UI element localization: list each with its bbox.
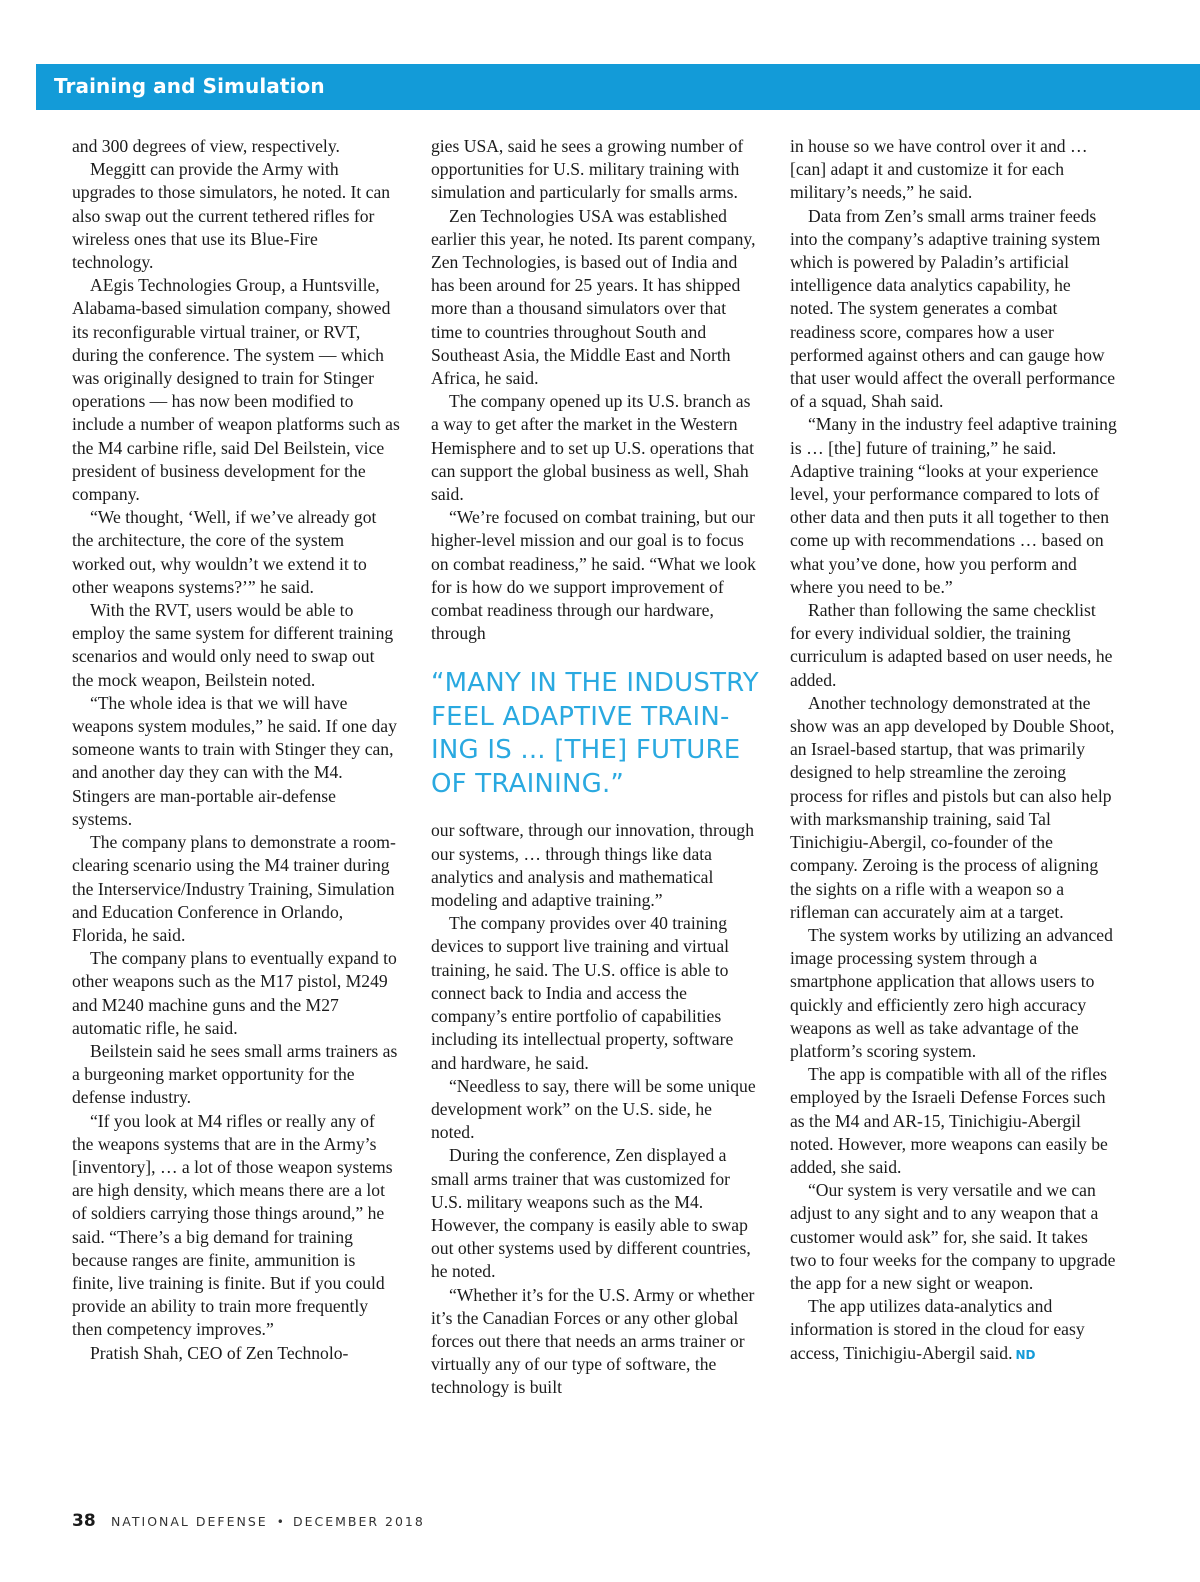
paragraph: The company plans to eventually expand to other weapons such as the M17 pistol, M249 and M240 machine guns and the M27 automatic rifle, he said.	[72, 948, 397, 1038]
article-column-3	[790, 135, 1118, 1367]
section-banner	[36, 64, 1200, 110]
paragraph: “If you look at M4 rifles or really any of the weapons systems that are in the Army’s [inventory], … a lot of those weapon systems are high density, which means there are a lot of soldiers carrying those things around,” he said. “There’s a big demand for training because ranges are finite, ammunition is finite, live training is finite. But if you could provide an ability to train more frequently then competency improves.”	[72, 1110, 393, 1340]
paragraph: our software, through our innovation, through our systems, … through things like data analytics and analysis and mathematical modeling and adaptive training.”	[431, 820, 754, 911]
page-number: 38	[72, 1511, 96, 1531]
paragraph: Meggitt can provide the Army with upgrades to those simulators, he noted. It can also swap out the current tethered rifles for wireless ones that use its Blue-Fire technology.	[72, 159, 391, 273]
footer-separator: •	[276, 1515, 284, 1529]
paragraph: During the conference, Zen displayed a small arms trainer that was customized for U.S. military weapons such as the M4. However, the company is easily able to swap out other systems used by different countries, he noted.	[431, 1145, 751, 1282]
paragraph-text: The app utilizes data-analytics and information is stored in the cloud for easy access, Tinichigiu-Abergil said.	[790, 1296, 1085, 1363]
end-mark: ND	[1015, 1347, 1036, 1362]
paragraph: The company opened up its U.S. branch as a way to get after the market in the Western Hemisphere and to set up U.S. operations that can support the global business as well, Shah said.	[431, 391, 754, 505]
paragraph: The app is compatible with all of the rifles employed by the Israeli Defense Forces such as the M4 and AR-15, Tinichigiu-Abergil noted. However, more weapons can easily be added, she said.	[790, 1064, 1108, 1177]
article-column-1	[72, 135, 400, 1365]
paragraph: “Needless to say, there will be some unique development work” on the U.S. side, he noted.	[431, 1075, 756, 1143]
last-paragraph	[790, 1295, 1118, 1367]
paragraph: “Whether it’s for the U.S. Army or whether it’s the Canadian Forces or any other global forces out there that needs an arms trainer or virtually any of our type of software, the technology is built	[431, 1284, 755, 1398]
section-title: Training and Simulation	[54, 74, 325, 98]
paragraph: The company plans to demonstrate a room-clearing scenario using the M4 trainer during the Interservice/Industry Training, Simulation and Education Conference in Orlando, Florida, he said.	[72, 832, 396, 945]
issue-date: DECEMBER 2018	[292, 1514, 425, 1529]
paragraph: Pratish Shah, CEO of Zen Technolo-	[90, 1342, 349, 1363]
paragraph: and 300 degrees of view, respectively.	[72, 136, 340, 156]
paragraph: AEgis Technologies Group, a Huntsville, Alabama-based simulation company, showed its reconfigurable virtual trainer, or RVT, during the conference. The system — which was originally designed to train for Stinger operations — has now been modified to include a number of weapon platforms such as the M4 carbine rifle, said Del Beilstein, vice president of business development for the company.	[72, 275, 400, 505]
paragraph: in house so we have control over it and … [can] adapt it and customize it for each military’s needs,” he said.	[790, 136, 1088, 203]
paragraph: “The whole idea is that we will have weapons system modules,” he said. If one day someone wants to train with Stinger they can, and another day they can with the M4. Stingers are man-portable air-defense systems.	[72, 692, 397, 829]
paragraph: “Our system is very versatile and we can adjust to any sight and to any weapon that a customer would ask” for, she said. It takes two to four weeks for the company to upgrade the app for a new sight or weapon.	[790, 1180, 1116, 1293]
article-column-2	[431, 135, 759, 1400]
paragraph: With the RVT, users would be able to employ the same system for different training scenarios and would only need to swap out the mock weapon, Beilstein noted.	[72, 600, 394, 690]
paragraph: “We’re focused on combat training, but our higher-level mission and our goal is to focus on combat readiness,” he said. “What we look for is how do we support improvement of combat readiness through our hardware, through	[431, 507, 756, 644]
paragraph: The company provides over 40 training devices to support live training and virtual training, he said. The U.S. office is able to connect back to India and access the company’s entire portfolio of capabilities including its intellectual property, software and hardware, he said.	[431, 913, 734, 1073]
page-footer	[72, 1511, 425, 1531]
paragraph: “Many in the industry feel adaptive training is … [the] future of training,” he said. Adaptive training “looks at your experience level, your performance compared to lots of other data and then puts it all together to then come up with recommendations … based on what you’ve done, how you perform and where you need to be.”	[790, 414, 1117, 597]
paragraph: The system works by utilizing an advanced image processing system through a smartphone application that allows users to quickly and efficiently zero high accuracy weapons as well as take advantage of the platform’s scoring system.	[790, 924, 1113, 1061]
paragraph: gies USA, said he sees a growing number of opportunities for U.S. military training with simulation and particularly for smalls arms.	[431, 136, 744, 203]
paragraph: Rather than following the same checklist for every individual soldier, the training curriculum is adapted based on user needs, he added.	[790, 600, 1113, 690]
publication-name: NATIONAL DEFENSE	[110, 1514, 268, 1529]
paragraph: “We thought, ‘Well, if we’ve already got the architecture, the core of the system worked out, why wouldn’t we extend it to other weapons systems?’” he said.	[72, 507, 377, 597]
paragraph: Zen Technologies USA was established earlier this year, he noted. Its parent company, Zen Technologies, is based out of India and has been around for 25 years. It has shipped more than a thousand simulators over that time to countries throughout South and Southeast Asia, the Middle East and North Africa, he said.	[431, 205, 756, 389]
paragraph: Data from Zen’s small arms trainer feeds into the company’s adaptive training system which is powered by Paladin’s artificial intelligence data analytics capability, he noted. The system generates a combat readiness score, compares how a user performed against others and can gauge how that user would affect the overall performance of a squad, Shah said.	[790, 205, 1116, 412]
paragraph: Beilstein said he sees small arms trainers as a burgeoning market opportunity for the defense industry.	[72, 1040, 398, 1108]
paragraph: Another technology demonstrated at the show was an app developed by Double Shoot, an Israel-based startup, that was primarily designed to help streamline the zeroing process for rifles and pistols but can also help with marksmanship training, said Tal Tinichigiu-Abergil, co-founder of the company. Zeroing is the process of aligning the sights on a rifle with a weapon so a rifleman can accurately aim at a target.	[790, 692, 1115, 922]
pull-quote: “MANY IN THE INDUSTRY FEEL ADAPTIVE TRAIN-ING IS ... [THE] FUTURE OF TRAINING.”	[431, 668, 759, 799]
